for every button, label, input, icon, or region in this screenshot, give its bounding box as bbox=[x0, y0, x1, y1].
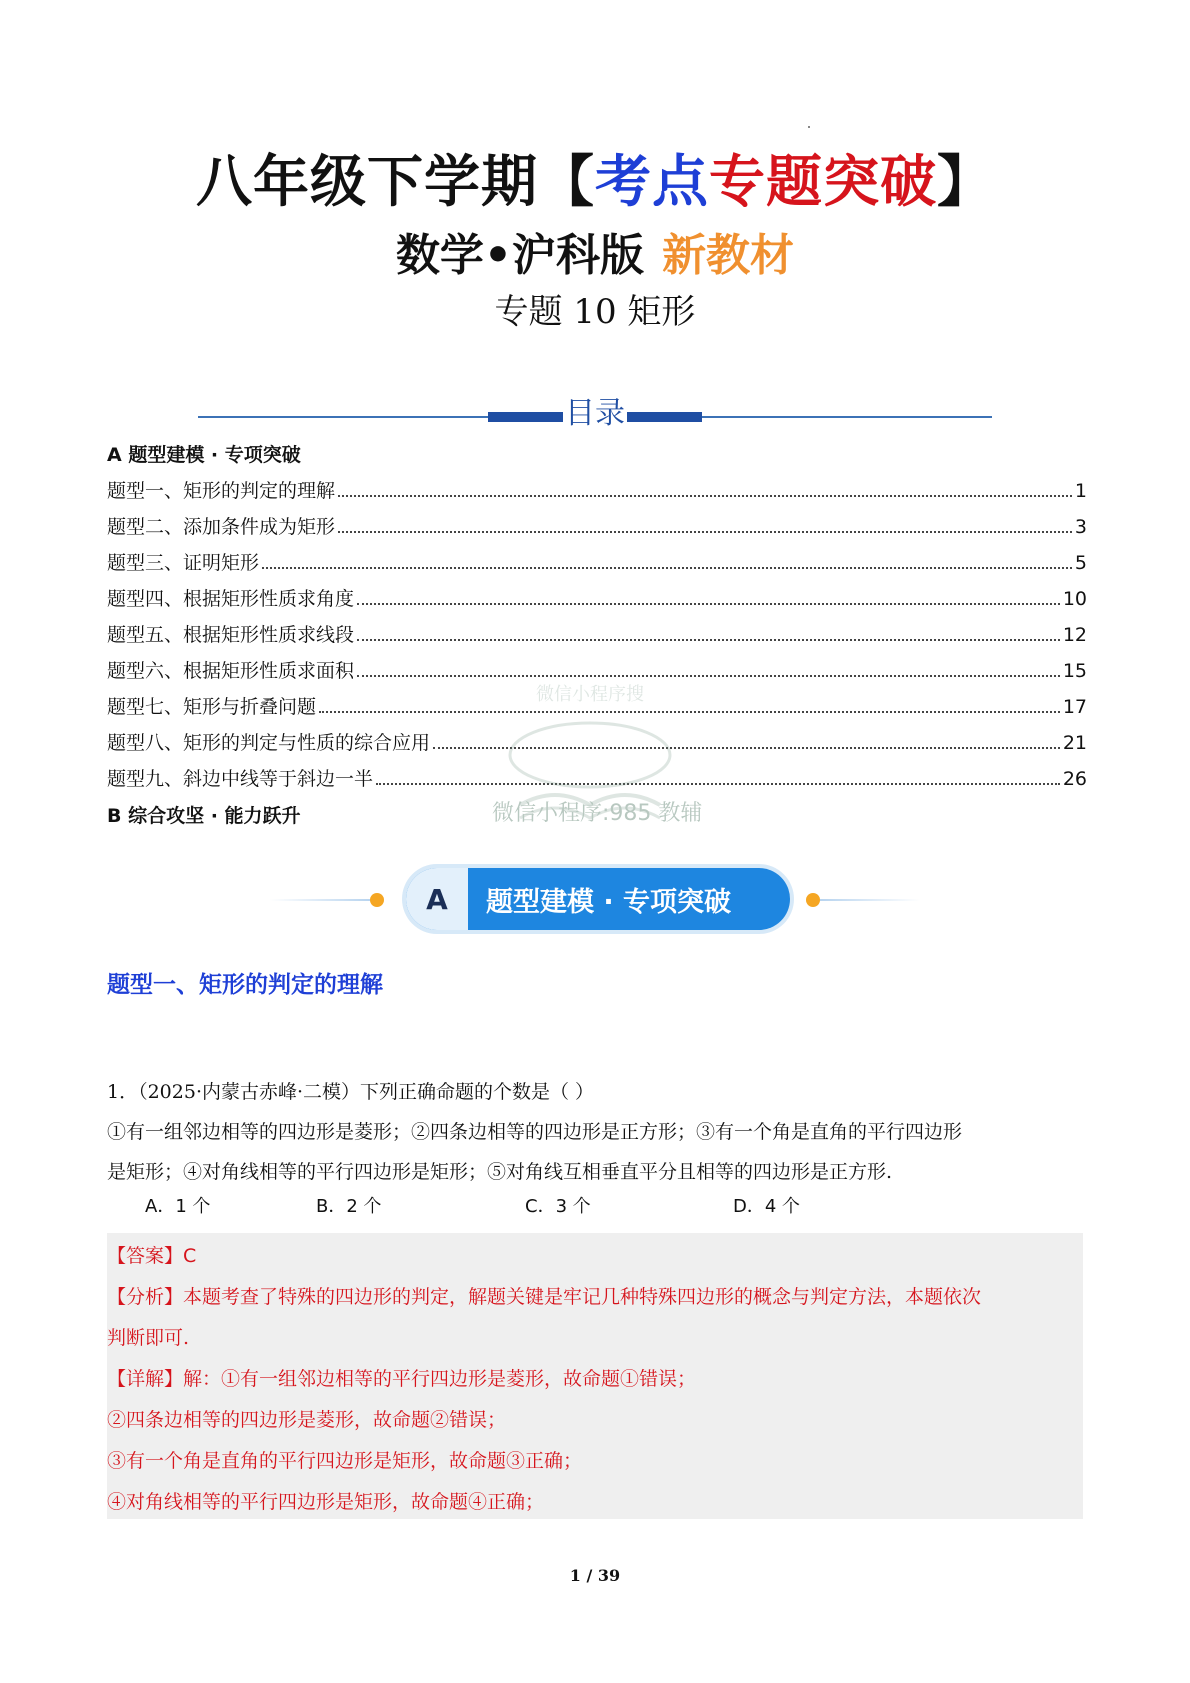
toc-leader bbox=[357, 603, 1060, 605]
option-a[interactable]: A．1 个 bbox=[145, 1196, 211, 1217]
title-part-1: 八年级下学期【 bbox=[196, 150, 595, 215]
toc-leader bbox=[338, 495, 1072, 497]
banner-text: 题型建模 · 专项突破 bbox=[486, 886, 732, 918]
question-stem: 1．（2025·内蒙古赤峰·二模）下列正确命题的个数是（ ） bbox=[107, 1081, 595, 1103]
toc-item-label: 题型九、斜边中线等于斜边一半 bbox=[107, 768, 374, 790]
banner-line-right bbox=[820, 899, 920, 901]
toc-bar-left bbox=[488, 412, 563, 422]
answer-value: C bbox=[183, 1245, 197, 1267]
watermark-text: 微信小程序:985 教辅 bbox=[492, 801, 703, 826]
title-part-4: 】 bbox=[937, 150, 994, 215]
section-banner bbox=[406, 868, 790, 930]
toc-item-label: 题型七、矩形与折叠问题 bbox=[107, 696, 317, 718]
banner-line-left bbox=[270, 899, 370, 901]
toc-leader bbox=[376, 783, 1060, 785]
page-number: 1 / 39 bbox=[569, 1566, 621, 1585]
toc-item-page: 10 bbox=[1062, 588, 1087, 610]
toc-section-b: B 综合攻坚 · 能力跃升 bbox=[107, 805, 301, 827]
analysis-line-1 bbox=[107, 1277, 1083, 1318]
banner-dot-left bbox=[370, 893, 384, 907]
toc-item-page: 21 bbox=[1062, 732, 1087, 754]
toc-item-page: 15 bbox=[1062, 660, 1087, 682]
toc-leader bbox=[262, 567, 1072, 569]
toc-leader bbox=[357, 639, 1060, 641]
toc-item-page: 12 bbox=[1062, 624, 1087, 646]
option-b[interactable]: B．2 个 bbox=[316, 1196, 382, 1217]
toc-item[interactable] bbox=[107, 618, 1087, 648]
detail-line-4: ④对角线相等的平行四边形是矩形，故命题④正确； bbox=[107, 1491, 545, 1513]
toc-item-label: 题型三、证明矩形 bbox=[107, 552, 260, 574]
subtitle-main: 数学•沪科版 bbox=[395, 230, 645, 281]
toc-item-label: 题型八、矩形的判定与性质的综合应用 bbox=[107, 732, 431, 754]
toc-item[interactable] bbox=[107, 474, 1087, 504]
analysis-tag: 【分析】 bbox=[107, 1286, 184, 1308]
toc-item[interactable] bbox=[107, 582, 1087, 612]
detail-line-1 bbox=[107, 1359, 1083, 1400]
question-line-1: ①有一组邻边相等的四边形是菱形；②四条边相等的四边形是正方形；③有一个角是直角的平行四边形 bbox=[107, 1121, 963, 1143]
watermark-logo-text: 微信小程序搜 bbox=[536, 684, 644, 705]
option-c[interactable]: C．3 个 bbox=[525, 1196, 591, 1217]
question-type-heading: 题型一、矩形的判定的理解 bbox=[107, 972, 383, 998]
stray-dot bbox=[808, 126, 810, 128]
title-part-3: 专题突破 bbox=[709, 150, 937, 215]
toc-item-page: 26 bbox=[1062, 768, 1087, 790]
analysis-text-1: 本题考查了特殊的四边形的判定，解题关键是牢记几种特殊四边形的概念与判定方法，本题依次 bbox=[183, 1286, 982, 1308]
topic-title: 专题 10 矩形 bbox=[494, 292, 696, 332]
toc-item[interactable] bbox=[107, 546, 1087, 576]
toc-item-label: 题型五、根据矩形性质求线段 bbox=[107, 624, 355, 646]
toc-section-a: A 题型建模 · 专项突破 bbox=[107, 444, 301, 466]
question-line-2: 是矩形；④对角线相等的平行四边形是矩形；⑤对角线互相垂直平分且相等的四边形是正方形. bbox=[107, 1161, 893, 1183]
toc-item-label: 题型四、根据矩形性质求角度 bbox=[107, 588, 355, 610]
toc-item-page: 1 bbox=[1074, 480, 1087, 502]
toc-heading: 目录 bbox=[565, 396, 625, 431]
toc-item-page: 5 bbox=[1074, 552, 1087, 574]
toc-leader bbox=[357, 675, 1060, 677]
toc-item-page: 17 bbox=[1062, 696, 1087, 718]
toc-bar-right bbox=[627, 412, 702, 422]
answer-tag: 【答案】 bbox=[107, 1245, 184, 1267]
toc-leader bbox=[338, 531, 1072, 533]
subtitle-accent: 新教材 bbox=[662, 230, 795, 281]
document-subtitle bbox=[0, 228, 1190, 284]
detail-tag: 【详解】 bbox=[107, 1368, 184, 1390]
answer-line bbox=[107, 1236, 1083, 1277]
toc-item-label: 题型六、根据矩形性质求面积 bbox=[107, 660, 355, 682]
analysis-line-2: 判断即可. bbox=[107, 1327, 190, 1349]
option-d[interactable]: D．4 个 bbox=[733, 1196, 801, 1217]
toc-item[interactable] bbox=[107, 510, 1087, 540]
banner-letter: A bbox=[406, 868, 468, 930]
detail-line-2: ②四条边相等的四边形是菱形，故命题②错误； bbox=[107, 1409, 507, 1431]
toc-item-label: 题型一、矩形的判定的理解 bbox=[107, 480, 336, 502]
document-title bbox=[0, 148, 1190, 218]
toc-divider-left bbox=[198, 416, 488, 418]
toc-item-label: 题型二、添加条件成为矩形 bbox=[107, 516, 336, 538]
banner-dot-right bbox=[806, 893, 820, 907]
toc-item-page: 3 bbox=[1074, 516, 1087, 538]
toc-divider-right bbox=[702, 416, 992, 418]
title-part-2: 考点 bbox=[595, 150, 709, 215]
detail-text-1: 解：①有一组邻边相等的平行四边形是菱形，故命题①错误； bbox=[183, 1368, 697, 1390]
detail-line-3: ③有一个角是直角的平行四边形是矩形，故命题③正确； bbox=[107, 1450, 583, 1472]
